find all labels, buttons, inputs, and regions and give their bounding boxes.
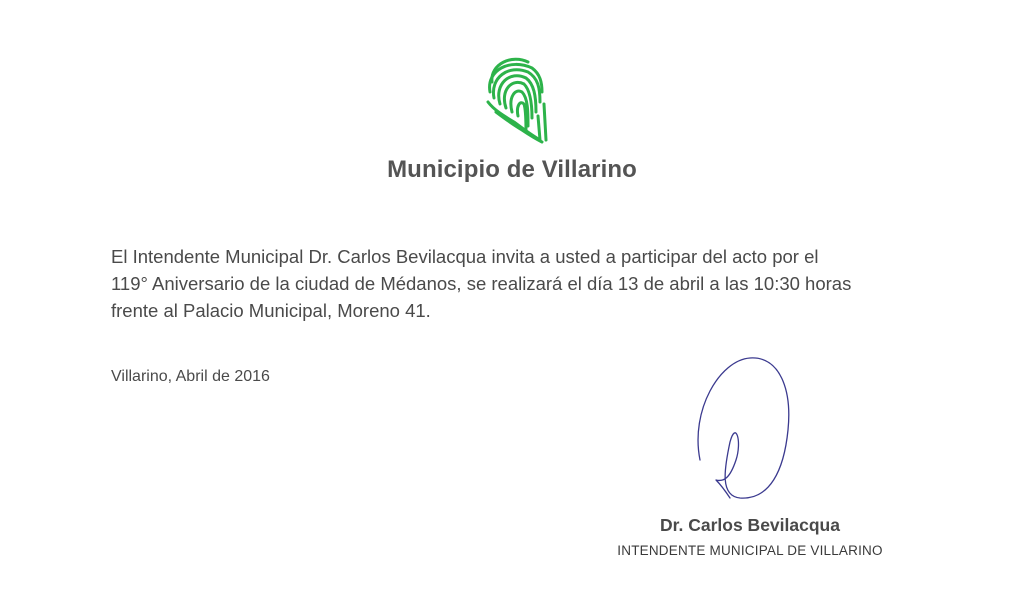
invitation-line: El Intendente Municipal Dr. Carlos Bevilacqua invita a usted a participar del acto por el: [111, 246, 819, 267]
handwritten-signature: [680, 350, 810, 510]
place-date: Villarino, Abril de 2016: [111, 368, 270, 385]
invitation-text: [111, 243, 931, 324]
invitation-line: frente al Palacio Municipal, Moreno 41.: [111, 300, 431, 321]
invitation-line: 119° Aniversario de la ciudad de Médanos, se realizará el día 13 de abril a las 10:30 horas: [111, 273, 852, 294]
organization-name: Municipio de Villarino: [387, 156, 637, 183]
signer-name: Dr. Carlos Bevilacqua: [660, 515, 840, 535]
fingerprint-map-logo: [482, 52, 552, 144]
signer-title: INTENDENTE MUNICIPAL DE VILLARINO: [617, 543, 883, 558]
